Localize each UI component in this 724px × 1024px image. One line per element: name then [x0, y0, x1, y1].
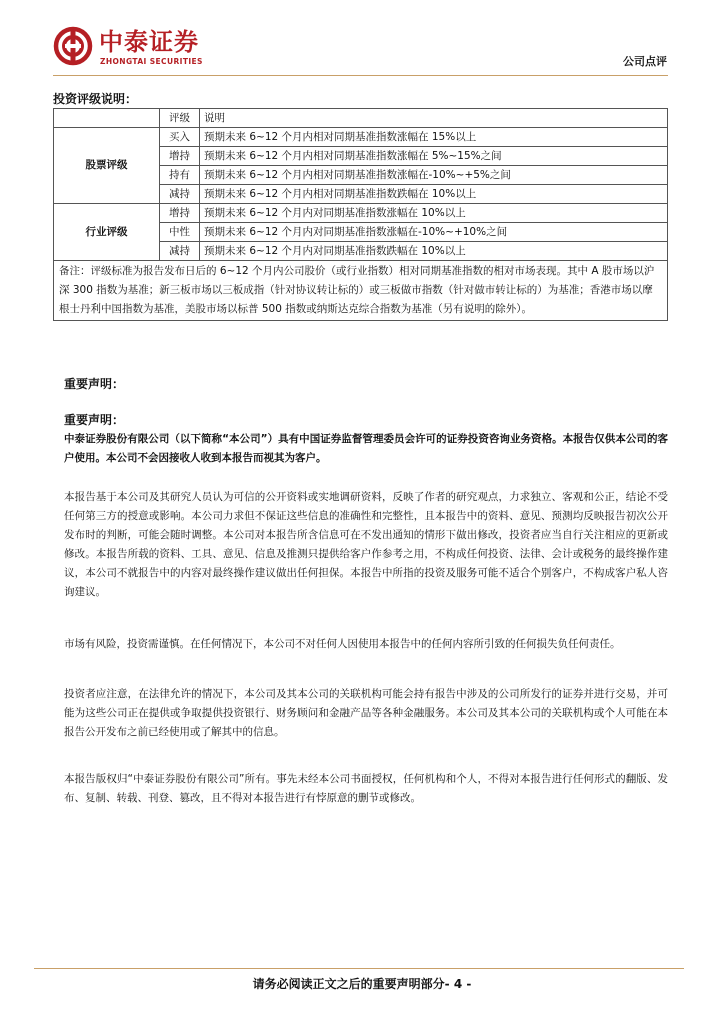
industry-rating-category: 行业评级 — [54, 204, 160, 261]
rating-desc: 预期未来 6~12 个月内对同期基准指数涨幅在 10%以上 — [200, 204, 668, 223]
page-footer: 请务必阅读正文之后的重要声明部分- 4 - — [252, 977, 472, 991]
rating-desc: 预期未来 6~12 个月内对同期基准指数跌幅在 10%以上 — [200, 242, 668, 261]
rating-table — [53, 108, 668, 321]
zhongtai-logo-icon — [53, 26, 95, 68]
declaration-title: 重要声明： — [64, 377, 125, 391]
rating-section-title: 投资评级说明： — [53, 92, 138, 106]
rating-level: 中性 — [160, 223, 200, 242]
column-header-desc: 说明 — [200, 109, 668, 128]
header-divider — [53, 75, 668, 76]
declaration-subtitle: 重要声明： — [64, 413, 125, 427]
rating-level: 减持 — [160, 185, 200, 204]
rating-note-row — [54, 261, 668, 321]
rating-level: 增持 — [160, 147, 200, 166]
document-type: 公司点评 — [623, 55, 667, 68]
company-logo — [53, 26, 243, 70]
declaration-paragraph: 投资者应注意，在法律允许的情况下，本公司及其本公司的关联机构可能会持有报告中涉及的公司所发行的证券并进行交易，并可能为这些公司正在提供或争取提供投资银行、财务顾问和金融产品等各种金融服务。本公司及其本公司的关联机构或个人可能在本报告公开发布之前已经使用或了解其中的信息。 — [64, 688, 668, 738]
declaration-lead: 中泰证券股份有限公司（以下简称“本公司”）具有中国证券监督管理委员会许可的证券投资咨询业务资格。本报告仅供本公司的客户使用。本公司不会因接收人收到本报告而视其为客户。 — [64, 433, 668, 464]
footer-divider — [34, 968, 684, 969]
rating-desc: 预期未来 6~12 个月内相对同期基准指数涨幅在 15%以上 — [200, 128, 668, 147]
stock-rating-category: 股票评级 — [54, 128, 160, 204]
brand-name-en: ZHONGTAI SECURITIES — [100, 57, 203, 66]
table-row — [54, 128, 668, 147]
rating-level: 持有 — [160, 166, 200, 185]
rating-level: 减持 — [160, 242, 200, 261]
rating-table-header — [54, 109, 668, 128]
rating-desc: 预期未来 6~12 个月内相对同期基准指数跌幅在 10%以上 — [200, 185, 668, 204]
declaration-paragraph: 本报告版权归“中泰证券股份有限公司”所有。事先未经本公司书面授权，任何机构和个人，不得对本报告进行任何形式的翻版、发布、复制、转载、刊登、篡改，且不得对本报告进行有悖原意的删节或修改。 — [64, 773, 668, 804]
rating-level: 增持 — [160, 204, 200, 223]
rating-desc: 预期未来 6~12 个月内相对同期基准指数涨幅在-10%~+5%之间 — [200, 166, 668, 185]
rating-desc: 预期未来 6~12 个月内相对同期基准指数涨幅在 5%~15%之间 — [200, 147, 668, 166]
rating-level: 买入 — [160, 128, 200, 147]
declaration-paragraph: 本报告基于本公司及其研究人员认为可信的公开资料或实地调研资料，反映了作者的研究观点，力求独立、客观和公正，结论不受任何第三方的授意或影响。本公司力求但不保证这些信息的准确性和完整性，且本报告中的资料、意见、预测均反映报告初次公开发布时的判断，可能会随时调整。本公司对本报告所含信息可在不发出通知的情形下做出修改，投资者应当自行关注相应的更新或修改。本报告所载的资料、工具、意见、信息及推测只提供给客户作参考之用，不构成任何投资、法律、会计或税务的最终操作建议，本公司不就报告中的内容对最终操作建议做出任何担保。本报告中所指的投资及服务可能不适合个别客户，不构成客户私人咨询建议。 — [64, 491, 668, 598]
rating-desc: 预期未来 6~12 个月内对同期基准指数涨幅在-10%~+10%之间 — [200, 223, 668, 242]
column-header-level: 评级 — [160, 109, 200, 128]
table-row — [54, 204, 668, 223]
declaration-paragraph: 市场有风险，投资需谨慎。在任何情况下，本公司不对任何人因使用本报告中的任何内容所引致的任何损失负任何责任。 — [64, 638, 621, 650]
rating-note: 备注：评级标准为报告发布日后的 6~12 个月内公司股价（或行业指数）相对同期基准指数的相对市场表现。其中 A 股市场以沪深 300 指数为基准；新三板市场以三板成指（针对协议转让标的）或三板做市指数（针对做市转让标的）为基准；香港市场以摩根士丹利中国指数为基准，美股市场以标普 500 指数或纳斯达克综合指数为基准（另有说明的除外）。 — [54, 261, 668, 321]
brand-name-cn: 中泰证券 — [99, 28, 199, 56]
